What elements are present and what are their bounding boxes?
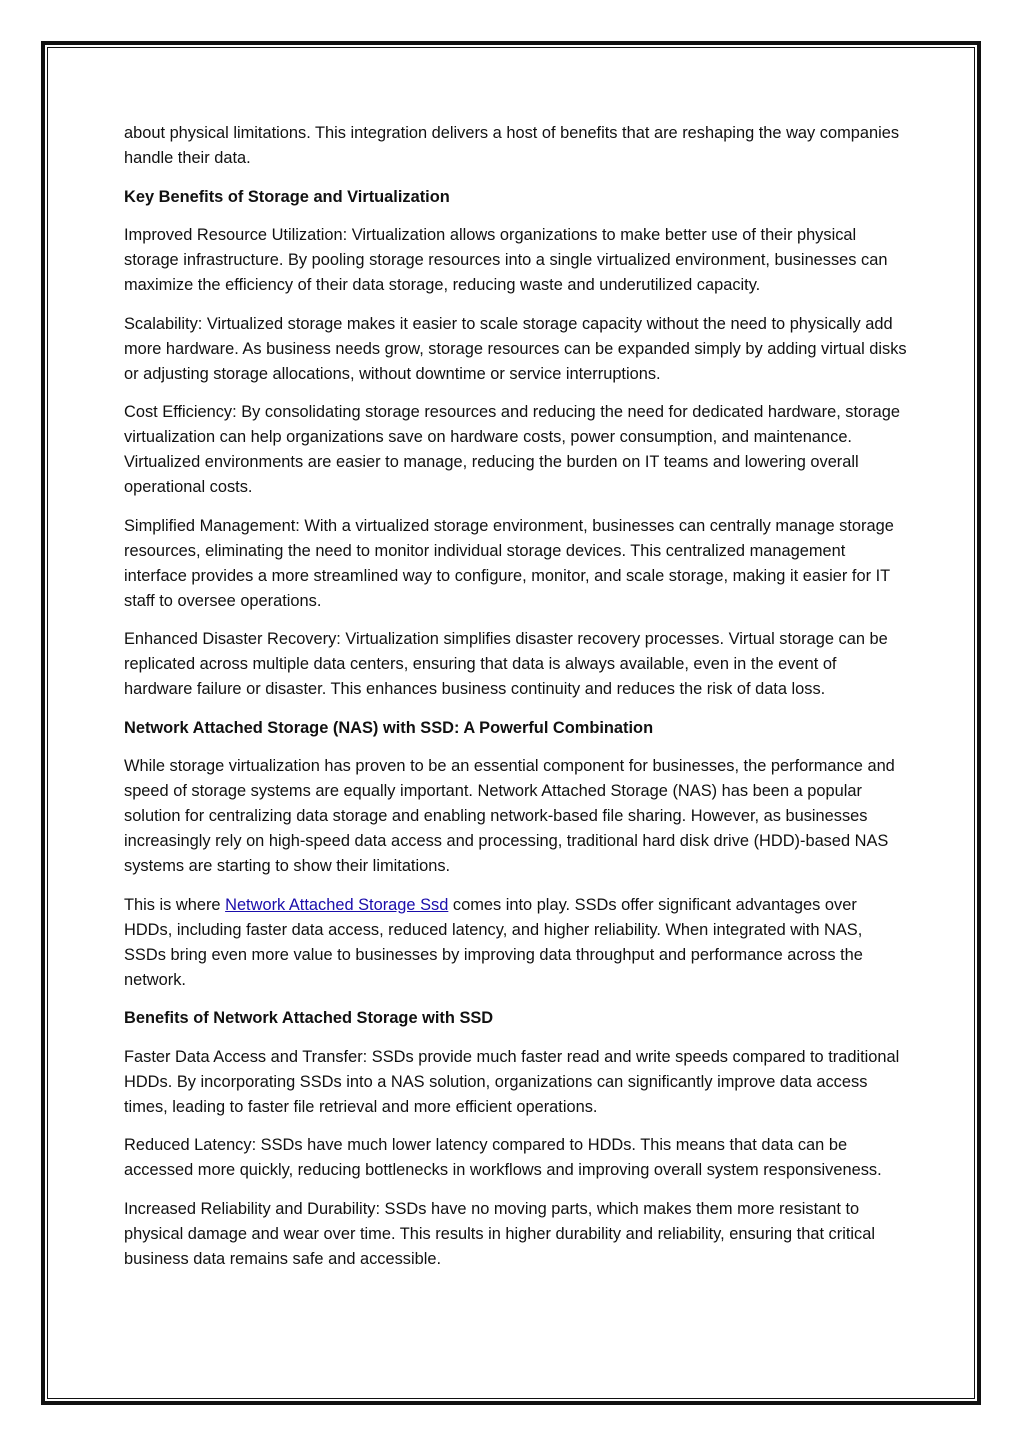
- intro-paragraph: about physical limitations. This integration delivers a host of benefits that are reshaping the way companies handle their data.: [124, 124, 900, 167]
- paragraph-disaster-recovery: Enhanced Disaster Recovery: Virtualization simplifies disaster recovery processes. Virtual storage can be replicated across multiple data centers, ensuring that data is always available, even in the event of hardware failure or disaster. This enhances business continuity and reduces the risk of data loss.: [124, 630, 888, 698]
- heading-nas-ssd: Network Attached Storage (NAS) with SSD: A Powerful Combination: [124, 718, 654, 737]
- network-attached-storage-ssd-link[interactable]: Network Attached Storage Ssd: [225, 895, 449, 914]
- heading-key-benefits: Key Benefits of Storage and Virtualization: [124, 187, 450, 206]
- paragraph-resource-utilization: Improved Resource Utilization: Virtualization allows organizations to make better use of their physical storage infrastructure. By pooling storage resources into a single virtualized environment, businesses can maximize the efficiency of their data storage, reducing waste and underutilized capacity.: [124, 226, 888, 294]
- paragraph-text-before-link: This is where: [124, 895, 226, 914]
- heading-benefits-nas-ssd: Benefits of Network Attached Storage with SSD: [124, 1009, 494, 1027]
- paragraph-cost-efficiency: Cost Efficiency: By consolidating storage resources and reducing the need for dedicated hardware, storage virtualization can help organizations save on hardware costs, power consumption, and maintenance. Virtualized environments are easier to manage, reducing the burden on IT teams and lowering overall operational costs.: [124, 403, 900, 496]
- paragraph-reduced-latency: Reduced Latency: SSDs have much lower latency compared to HDDs. This means that data can be accessed more quickly, reducing bottlenecks in workflows and improving overall system responsiveness.: [124, 1136, 882, 1179]
- paragraph-text-after-link: comes into play. SSDs offer significant advantages over HDDs, including faster data access, reduced latency, and higher reliability. When integrated with NAS, SSDs bring even more value to businesses by improving data throughput and performance across the network.: [124, 895, 863, 989]
- paragraph-nas-intro: While storage virtualization has proven to be an essential component for businesses, the performance and speed of storage systems are equally important. Network Attached Storage (NAS) has been a popular solution for centralizing data storage and enabling network-based file sharing. However, as businesses increasingly rely on high-speed data access and processing, traditional hard disk drive (HDD)-based NAS systems are starting to show their limitations.: [124, 757, 895, 875]
- paragraph-reliability-durability: Increased Reliability and Durability: SSDs have no moving parts, which makes them more resistant to physical damage and wear over time. This results in higher durability and reliability, ensuring that critical business data remains safe and accessible.: [124, 1199, 875, 1268]
- paragraph-scalability: Scalability: Virtualized storage makes it easier to scale storage capacity without the need to physically add more hardware. As business needs grow, storage resources can be expanded simply by adding virtual disks or adjusting storage allocations, without downtime or service interruptions.: [124, 314, 907, 383]
- paragraph-faster-data-access: Faster Data Access and Transfer: SSDs provide much faster read and write speeds compared to traditional HDDs. By incorporating SSDs into a NAS solution, organizations can significantly improve data access times, leading to faster file retrieval and more efficient operations.: [124, 1047, 900, 1116]
- document-body: [124, 121, 908, 1285]
- paragraph-simplified-management: Simplified Management: With a virtualized storage environment, businesses can centrally manage storage resources, eliminating the need to monitor individual storage devices. This centralized management interface provides a more streamlined way to configure, monitor, and scale storage, making it easier for IT staff to oversee operations.: [124, 516, 894, 610]
- paragraph-nas-ssd-link: [124, 893, 908, 993]
